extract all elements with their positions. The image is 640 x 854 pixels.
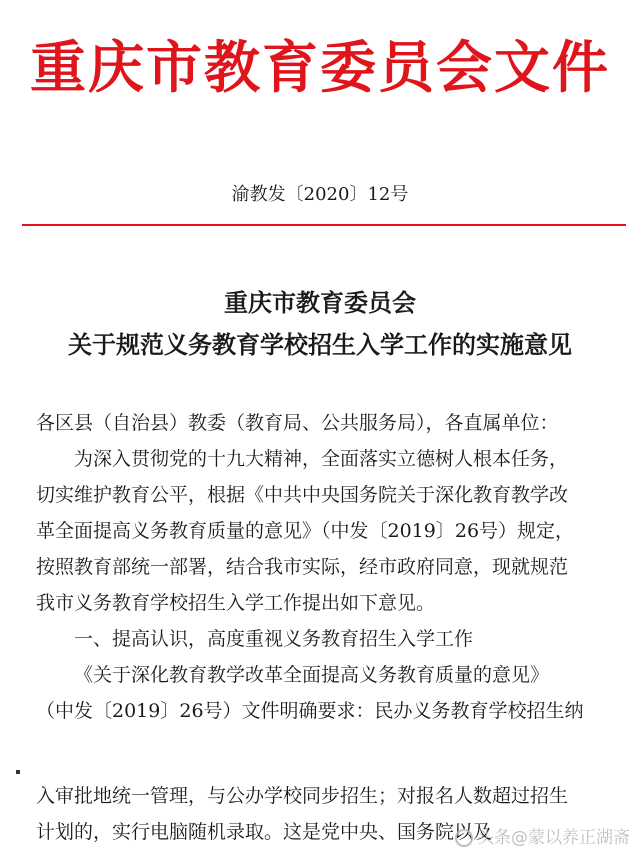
body-line: 我市义务教育学校招生入学工作提出如下意见。 xyxy=(36,592,436,614)
watermark-text: 头条@蒙以养正湖斋 xyxy=(477,828,630,848)
issuing-authority-title: 重庆市教育委员会文件 xyxy=(30,35,610,101)
body-line: 入审批地统一管理，与公办学校同步招生；对报名人数超过招生 xyxy=(36,785,569,807)
body-line: 为深入贯彻党的十九大精神，全面落实立德树人根本任务， xyxy=(74,448,569,470)
body-line: 《关于深化教育教学改革全面提高义务教育质量的意见》 xyxy=(74,664,550,686)
document-title-line-2: 关于规范义务教育学校招生入学工作的实施意见 xyxy=(68,330,572,359)
watermark-logo-icon xyxy=(455,829,473,847)
red-divider-rule xyxy=(22,224,626,226)
body-line: 计划的，实行电脑随机录取。这是党中央、国务院以及 xyxy=(36,821,493,843)
body-line: 革全面提高义务教育质量的意见》（中发〔2019〕26号）规定， xyxy=(36,520,575,542)
document-number: 渝教发〔2020〕12号 xyxy=(231,184,409,205)
source-watermark xyxy=(455,823,630,848)
document-body xyxy=(36,405,626,729)
page-fold-mark xyxy=(16,770,20,774)
section-heading: 一、提高认识，高度重视义务教育招生入学工作 xyxy=(74,628,474,650)
document-title xyxy=(0,282,640,366)
body-line: （中发〔2019〕26号）文件明确要求：民办义务教育学校招生纳 xyxy=(36,700,584,722)
document-title-line-1: 重庆市教育委员会 xyxy=(224,288,416,317)
body-line: 切实维护教育公平，根据《中共中央国务院关于深化教育教学改 xyxy=(36,484,569,506)
addressee-line: 各区县（自治县）教委（教育局、公共服务局），各直属单位： xyxy=(36,412,559,434)
body-line: 按照教育部统一部署，结合我市实际，经市政府同意，现就规范 xyxy=(36,556,569,578)
